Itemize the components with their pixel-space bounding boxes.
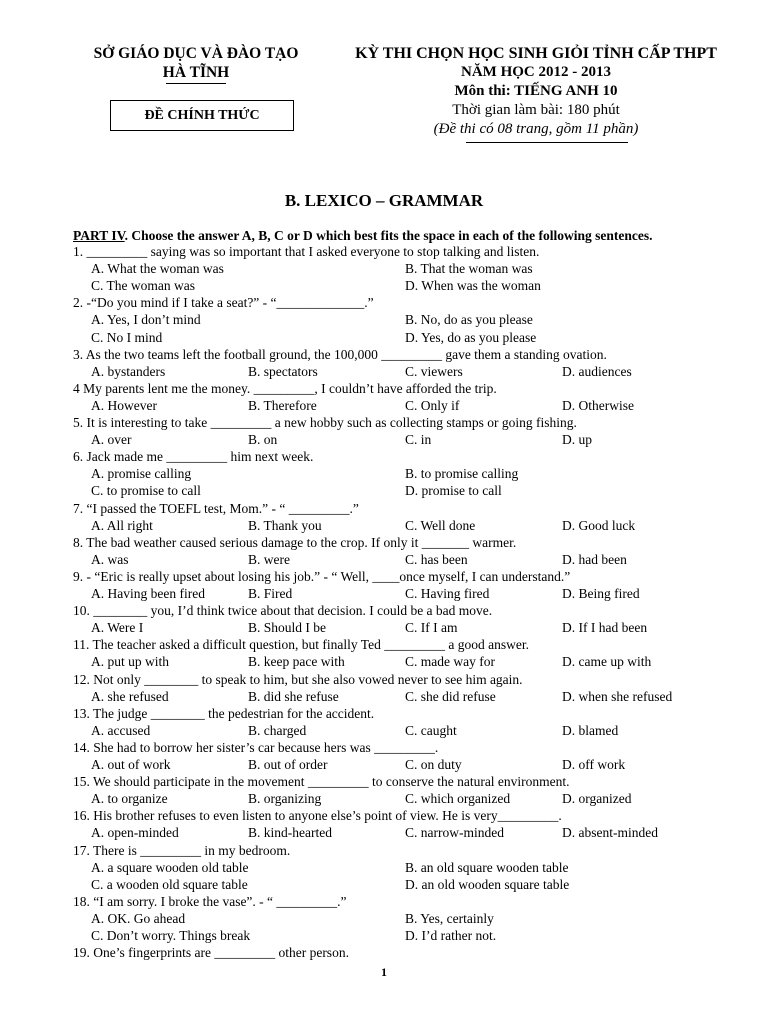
- answer-option: B. Therefore: [248, 397, 317, 413]
- answer-option: A. All right: [91, 517, 153, 533]
- answer-option: B. keep pace with: [248, 654, 345, 670]
- answer-option: B. an old square wooden table: [405, 859, 569, 875]
- question-stem: 17. There is _________ in my bedroom.: [73, 842, 291, 858]
- answer-option: C. Having fired: [405, 586, 490, 601]
- answer-option: B. charged: [248, 722, 307, 738]
- answer-option: A. However: [91, 397, 157, 413]
- official-stamp: ĐỀ CHÍNH THỨC: [110, 100, 294, 131]
- answer-option: B. Yes, certainly: [405, 910, 494, 926]
- province-name: HÀ TĨNH: [162, 64, 230, 81]
- part-header: [73, 228, 653, 244]
- answer-option: D. up: [562, 432, 592, 448]
- answer-option: C. viewers: [405, 363, 463, 379]
- department-header: [66, 44, 326, 84]
- answer-option: B. organizing: [248, 791, 322, 807]
- answer-option: C. caught: [405, 722, 457, 738]
- answer-option: C. Only if: [405, 397, 460, 413]
- answer-option: C. narrow-minded: [405, 825, 504, 841]
- question-stem: 18. “I am sorry. I broke the vase”. - “ _________.”: [73, 893, 347, 909]
- question-stem: 11. The teacher asked a difficult question, but finally Ted _________ a good answer.: [73, 637, 529, 653]
- part-label: PART IV: [73, 228, 125, 243]
- answer-option: C. to promise to call: [91, 483, 201, 499]
- answer-option: C. The woman was: [91, 278, 195, 294]
- exam-header: [330, 44, 742, 143]
- answer-option: D. promise to call: [405, 483, 502, 499]
- exam-title: KỲ THI CHỌN HỌC SINH GIỎI TỈNH CẤP THPT: [355, 45, 717, 62]
- answer-option: A. accused: [91, 722, 151, 738]
- answer-option: D. absent-minded: [562, 825, 658, 841]
- answer-option: A. out of work: [91, 757, 171, 772]
- question-stem: 15. We should participate in the movement _________ to conserve the natural environment.: [73, 774, 570, 790]
- question-stem: 5. It is interesting to take _________ a new hobby such as collecting stamps or going fishing.: [73, 415, 577, 430]
- answer-option: A. What the woman was: [91, 261, 224, 277]
- answer-option: B. Thank you: [248, 517, 322, 533]
- question-stem: 2. -“Do you mind if I take a seat?” - “_____________.”: [73, 295, 374, 311]
- question-stem: 16. His brother refuses to even listen to anyone else’s point of view. He is very_________.: [73, 808, 562, 824]
- answer-option: D. when she refused: [562, 688, 673, 704]
- answer-option: C. has been: [405, 551, 468, 567]
- answer-option: B. out of order: [248, 757, 328, 772]
- answer-option: A. open-minded: [91, 825, 179, 841]
- question-stem: 12. Not only ________ to speak to him, but she also vowed never to see him again.: [73, 671, 523, 687]
- answer-option: D. audiences: [562, 363, 632, 379]
- answer-option: C. on duty: [405, 757, 462, 772]
- answer-option: A. OK. Go ahead: [91, 910, 186, 926]
- answer-option: A. Yes, I don’t mind: [91, 312, 201, 328]
- answer-option: D. blamed: [562, 722, 619, 738]
- answer-option: B. spectators: [248, 363, 318, 379]
- answer-option: D. If I had been: [562, 620, 648, 636]
- answer-option: A. over: [91, 432, 132, 448]
- answer-option: A. bystanders: [91, 363, 166, 379]
- answer-option: A. put up with: [91, 654, 170, 670]
- answer-option: C. a wooden old square table: [91, 876, 248, 892]
- answer-option: C. she did refuse: [405, 688, 496, 704]
- answer-option: A. to organize: [91, 791, 168, 807]
- answer-option: D. When was the woman: [405, 278, 541, 294]
- header-divider-right: [466, 142, 628, 143]
- answer-option: D. came up with: [562, 654, 652, 670]
- answer-option: C. If I am: [405, 620, 458, 636]
- question-stem: 7. “I passed the TOEFL test, Mom.” - “ _________.”: [73, 500, 359, 516]
- question-stem: 14. She had to borrow her sister’s car because hers was _________.: [73, 739, 439, 755]
- answer-option: D. had been: [562, 551, 627, 567]
- answer-option: D. Otherwise: [562, 397, 634, 413]
- answer-option: C. in: [405, 432, 432, 448]
- school-year: NĂM HỌC 2012 - 2013: [461, 64, 611, 80]
- department-name: SỞ GIÁO DỤC VÀ ĐÀO TẠO: [93, 45, 299, 62]
- answer-option: D. Yes, do as you please: [405, 329, 537, 345]
- answer-option: D. I’d rather not.: [405, 928, 497, 943]
- answer-option: C. made way for: [405, 654, 495, 670]
- question-stem: 4 My parents lent me the money. _________, I couldn’t have afforded the trip.: [73, 380, 497, 396]
- answer-option: B. to promise calling: [405, 466, 519, 482]
- answer-option: A. she refused: [91, 688, 169, 704]
- answer-option: C. which organized: [405, 791, 511, 807]
- answer-option: A. promise calling: [91, 466, 192, 482]
- answer-option: A. a square wooden old table: [91, 859, 249, 875]
- answer-option: B. That the woman was: [405, 261, 533, 277]
- answer-option: B. on: [248, 432, 278, 448]
- answer-option: B. kind-hearted: [248, 825, 332, 841]
- section-title: B. LEXICO – GRAMMAR: [284, 191, 484, 210]
- answer-option: B. did she refuse: [248, 688, 339, 704]
- question-stem: 9. - “Eric is really upset about losing his job.” - “ Well, ____once myself, I can understand.”: [73, 568, 571, 584]
- question-stem: 19. One’s fingerprints are _________ other person.: [73, 945, 349, 961]
- question-stem: 13. The judge ________ the pedestrian for the accident.: [73, 705, 375, 721]
- question-stem: 8. The bad weather caused serious damage to the crop. If only it _______ warmer.: [73, 534, 517, 550]
- answer-option: D. Being fired: [562, 586, 640, 601]
- answer-option: B. Fired: [248, 586, 293, 601]
- question-stem: 6. Jack made me _________ him next week.: [73, 449, 314, 465]
- answer-option: C. Well done: [405, 517, 476, 533]
- answer-option: D. off work: [562, 757, 626, 772]
- question-stem: 10. ________ you, I’d think twice about that decision. I could be a bad move.: [73, 603, 493, 619]
- header-divider: [166, 83, 226, 84]
- answer-option: B. No, do as you please: [405, 312, 533, 328]
- page-number: 1: [381, 965, 387, 979]
- time-limit: Thời gian làm bài: 180 phút: [452, 102, 620, 118]
- answer-option: A. was: [91, 551, 129, 567]
- answer-option: C. Don’t worry. Things break: [91, 928, 251, 943]
- question-stem: 3. As the two teams left the football ground, the 100,000 _________ gave them a standing ovation.: [73, 346, 607, 362]
- question-stem: 1. _________ saying was so important that I asked everyone to stop talking and listen.: [73, 244, 540, 259]
- answer-option: A. Having been fired: [91, 586, 205, 601]
- pages-note: (Đề thi có 08 trang, gồm 11 phần): [433, 121, 639, 137]
- subject: Môn thi: TIẾNG ANH 10: [454, 83, 618, 99]
- answer-option: B. Should I be: [248, 620, 327, 636]
- answer-option: C. No I mind: [91, 329, 163, 345]
- answer-option: A. Were I: [91, 620, 144, 636]
- answer-option: B. were: [248, 551, 290, 567]
- answer-option: D. organized: [562, 791, 632, 807]
- answer-option: D. an old wooden square table: [405, 876, 570, 892]
- part-instruction: . Choose the answer A, B, C or D which best fits the space in each of the following sentences.: [124, 228, 653, 243]
- answer-option: D. Good luck: [562, 517, 636, 533]
